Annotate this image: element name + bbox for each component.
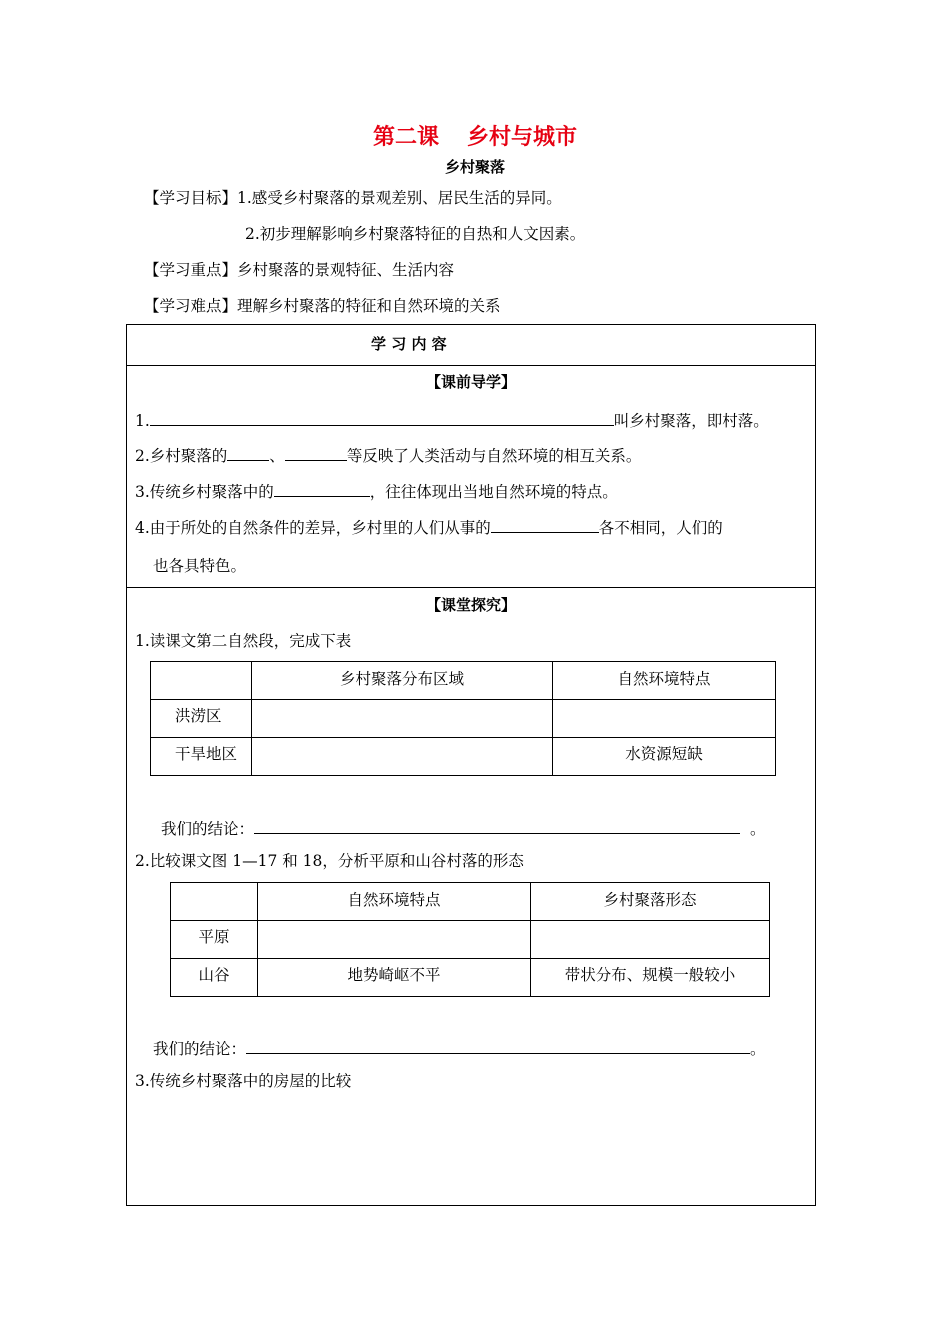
table-header-cell: 乡村聚落分布区域 bbox=[252, 662, 553, 700]
explore-question-3: 3.传统乡村聚落中的房屋的比较 bbox=[135, 1072, 352, 1090]
table-header-cell bbox=[171, 883, 258, 921]
q2-text-end: 等反映了人类活动与自然环境的相互关系。 bbox=[346, 447, 642, 465]
plain-valley-table bbox=[170, 882, 770, 997]
conclusion-end: 。 bbox=[750, 1040, 766, 1058]
objective-item-1: 1.感受乡村聚落的景观差别、居民生活的异同。 bbox=[237, 189, 562, 207]
key-points bbox=[144, 258, 454, 280]
table-cell[interactable] bbox=[252, 700, 553, 738]
preview-question-1 bbox=[135, 407, 769, 431]
explore-header: 【课堂探究】 bbox=[425, 596, 516, 614]
table-cell[interactable] bbox=[531, 921, 770, 959]
difficulties-text: 理解乡村聚落的特征和自然环境的关系 bbox=[237, 297, 501, 315]
answer-blank[interactable] bbox=[150, 407, 614, 426]
q3-text: 3.传统乡村聚落中的 bbox=[135, 483, 274, 501]
q3-text-end: ，往往体现出当地自然环境的特点。 bbox=[369, 483, 618, 501]
page-subtitle: 乡村聚落 bbox=[444, 158, 505, 176]
table-cell: 水资源短缺 bbox=[553, 738, 776, 776]
preview-header: 【课前导学】 bbox=[425, 373, 516, 391]
content-frame bbox=[126, 324, 816, 1206]
answer-blank[interactable] bbox=[274, 478, 370, 497]
settlement-region-table bbox=[150, 661, 776, 776]
lesson-name: 乡村与城市 bbox=[467, 125, 578, 150]
q2-separator: 、 bbox=[269, 447, 285, 465]
answer-blank[interactable] bbox=[491, 514, 599, 533]
explore-question-1: 1.读课文第二自然段，完成下表 bbox=[135, 632, 352, 650]
answer-blank[interactable] bbox=[246, 1035, 750, 1054]
explore-question-2: 2.比较课文图 1—17 和 18，分析平原和山谷村落的形态 bbox=[135, 852, 524, 870]
table-cell: 带状分布、规模一般较小 bbox=[531, 959, 770, 997]
table-cell[interactable] bbox=[258, 921, 531, 959]
table-row-label: 平原 bbox=[171, 921, 258, 959]
conclusion-end: 。 bbox=[750, 820, 766, 838]
q1-text: 叫乡村聚落，即村落。 bbox=[613, 412, 769, 430]
preview-question-4-line2: 也各具特色。 bbox=[153, 557, 247, 575]
conclusion-1 bbox=[161, 815, 766, 839]
q2-text: 2.乡村聚落的 bbox=[135, 447, 228, 465]
table-cell[interactable] bbox=[553, 700, 776, 738]
table-cell[interactable] bbox=[252, 738, 553, 776]
table-row-label: 山谷 bbox=[171, 959, 258, 997]
preview-question-3 bbox=[135, 478, 618, 502]
conclusion-2 bbox=[153, 1035, 766, 1059]
key-points-label: 【学习重点】 bbox=[144, 261, 238, 279]
lesson-number: 第二课 bbox=[372, 125, 439, 150]
objectives-label: 【学习目标】 bbox=[144, 189, 238, 207]
conclusion-label: 我们的结论： bbox=[161, 820, 255, 838]
difficulties bbox=[144, 294, 501, 316]
page-title bbox=[0, 120, 950, 151]
q1-number: 1. bbox=[135, 412, 150, 430]
key-points-text: 乡村聚落的景观特征、生活内容 bbox=[237, 261, 455, 279]
content-header: 学 习 内 容 bbox=[371, 335, 447, 353]
preview-question-4 bbox=[135, 514, 723, 538]
table-row-label: 干旱地区 bbox=[151, 738, 252, 776]
table-header-cell bbox=[151, 662, 252, 700]
divider bbox=[127, 365, 815, 366]
divider bbox=[127, 587, 815, 588]
q4-text-end: 各不相同，人们的 bbox=[598, 519, 723, 537]
table-header-cell: 乡村聚落形态 bbox=[531, 883, 770, 921]
answer-blank[interactable] bbox=[285, 442, 347, 461]
conclusion-label: 我们的结论： bbox=[153, 1040, 247, 1058]
table-header-cell: 自然环境特点 bbox=[553, 662, 776, 700]
answer-blank[interactable] bbox=[254, 815, 740, 834]
q4-text: 4.由于所处的自然条件的差异，乡村里的人们从事的 bbox=[135, 519, 491, 537]
table-row-label: 洪涝区 bbox=[151, 700, 252, 738]
preview-question-2 bbox=[135, 442, 641, 466]
objectives-line1 bbox=[144, 186, 562, 208]
table-cell: 地势崎岖不平 bbox=[258, 959, 531, 997]
objective-item-2: 2.初步理解影响乡村聚落特征的自热和人文因素。 bbox=[245, 225, 586, 243]
answer-blank[interactable] bbox=[227, 442, 269, 461]
difficulties-label: 【学习难点】 bbox=[144, 297, 238, 315]
table-header-cell: 自然环境特点 bbox=[258, 883, 531, 921]
